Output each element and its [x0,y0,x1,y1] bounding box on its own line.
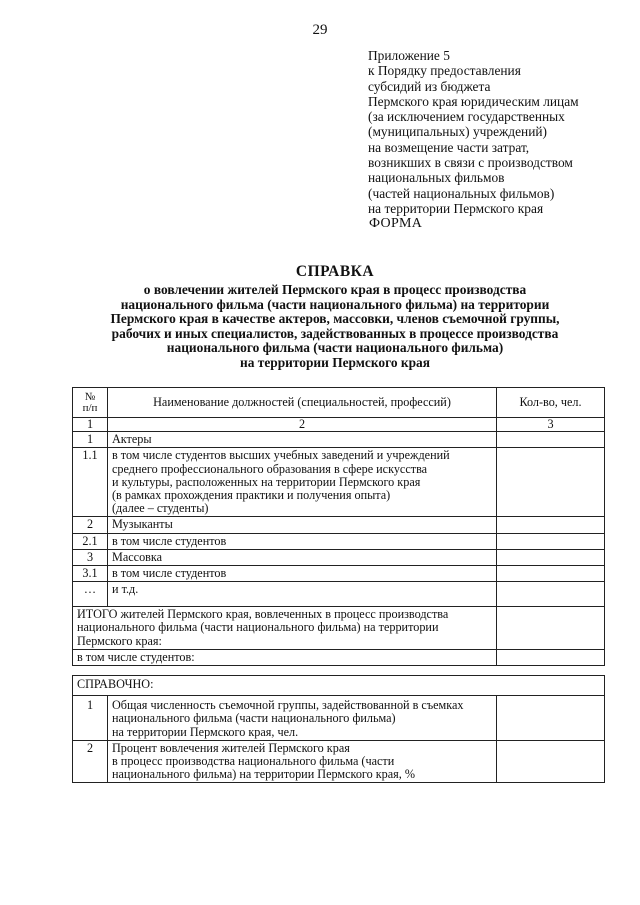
document-title: СПРАВКА [295,263,375,280]
row-number: 3.1 [73,566,108,582]
table-row [73,582,605,607]
column-index: 3 [497,418,605,432]
appendix-note [368,48,579,216]
subtitle-line: национального фильма (части национального фильма) на территории [120,296,550,312]
row-number: 1 [73,696,108,741]
table-row [73,517,605,533]
row-count-cell[interactable] [497,533,605,549]
subtitle-line: о вовлечении жителей Пермского края в процесс производства [143,282,527,297]
form-label: ФОРМА [369,216,423,231]
row-number: 2.1 [73,533,108,549]
row-label-line: национального фильма) на территории Пермского края, % [112,767,416,782]
table-row [73,549,605,565]
column-index-row [73,418,605,432]
appendix-line: возникших в связи с производством [368,155,573,171]
row-label-line: в том числе студентов [112,566,227,581]
row-label-line: Общая численность съемочной группы, задействованной в съемках [112,698,464,713]
row-label-line: Музыканты [112,517,173,532]
table-row [73,696,605,741]
row-label-line: в том числе студентов [112,533,227,548]
row-label-line: и культуры, расположенных на территории Пермского края [112,474,421,489]
appendix-line: на возмещение части затрат, [368,139,530,155]
appendix-line: на территории Пермского края [368,200,544,216]
appendix-line: (частей национальных фильмов) [368,185,555,201]
table-row [73,740,605,783]
row-label-line: Актеры [112,432,152,447]
row-number: … [73,582,108,607]
row-label [108,740,497,783]
row-count-cell[interactable] [497,517,605,533]
subtitle-line: на территории Пермского края [239,354,430,370]
subtitle-line: рабочих и иных специалистов, задействованных в процессе производства [111,325,559,341]
row-label [108,582,497,607]
subtitle-line: Пермского края в качестве актеров, массовки, членов съемочной группы, [110,311,560,327]
subtitle-line: национального фильма (части национального фильма) [166,340,504,356]
appendix-line: Пермского края юридическим лицам [368,93,579,109]
document-subtitle [0,283,640,371]
students-total-count-cell[interactable] [497,649,605,665]
row-label [108,696,497,741]
row-count-cell[interactable] [497,566,605,582]
row-label-line: среднего профессионального образования в сфере искусства [112,461,428,476]
row-label [108,533,497,549]
total-row [73,607,605,650]
students-total-label: в том числе студентов: [73,649,497,665]
column-index: 2 [108,418,497,432]
table-row [73,448,605,517]
reference-heading: СПРАВОЧНО: [73,676,605,696]
header-number-symbol: № [84,390,96,403]
row-value-cell[interactable] [497,740,605,783]
row-label [108,432,497,448]
total-count-cell[interactable] [497,607,605,650]
table-row [73,432,605,448]
page-number: 29 [312,22,328,38]
row-count-cell[interactable] [497,582,605,607]
row-label-line: на территории Пермского края, чел. [112,724,299,739]
reference-heading-row [73,676,605,696]
total-label-line: национального фильма (части национального фильма) на территории [77,620,439,635]
row-number: 1.1 [73,448,108,517]
positions-table [72,387,605,666]
row-label [108,549,497,565]
row-label-line: Процент вовлечения жителей Пермского края [112,740,350,755]
row-label-line: в том числе студентов высших учебных заведений и учреждений [112,448,450,463]
appendix-line: национальных фильмов [368,170,505,186]
row-label [108,566,497,582]
row-number: 2 [73,517,108,533]
appendix-line: (муниципальных) учреждений) [368,124,548,140]
header-count: Кол-во, чел. [497,388,605,418]
row-number: 1 [73,432,108,448]
column-index: 1 [73,418,108,432]
row-value-cell[interactable] [497,696,605,741]
row-label-line: (в рамках прохождения практики и получения опыта) [112,488,391,503]
table-header-row [73,388,605,418]
appendix-line: Приложение 5 [368,48,450,63]
row-count-cell[interactable] [497,432,605,448]
header-position-name: Наименование должностей (специальностей, профессий) [108,388,497,418]
appendix-line: субсидий из бюджета [368,78,491,94]
appendix-line: (за исключением государственных [368,109,565,125]
students-total-row [73,649,605,665]
row-label-line: национального фильма (части национального фильма) [112,711,396,726]
row-label-line: и т.д. [112,582,139,597]
row-label-line: в процесс производства национального фильма (части [112,754,395,769]
table-row [73,533,605,549]
row-count-cell[interactable] [497,448,605,517]
header-number-abbr: п/п [82,401,98,414]
total-label-line: ИТОГО жителей Пермского края, вовлеченных в процесс производства [77,607,449,622]
row-label [108,517,497,533]
row-label-line: Массовка [112,549,163,564]
table-row [73,566,605,582]
row-number: 2 [73,740,108,783]
total-label-line: Пермского края: [77,633,162,648]
appendix-line: к Порядку предоставления [368,63,521,79]
row-count-cell[interactable] [497,549,605,565]
reference-table [72,675,605,783]
row-label [108,448,497,517]
total-label [73,607,497,650]
header-number [73,388,108,418]
row-number: 3 [73,549,108,565]
row-label-line: (далее – студенты) [112,501,209,516]
